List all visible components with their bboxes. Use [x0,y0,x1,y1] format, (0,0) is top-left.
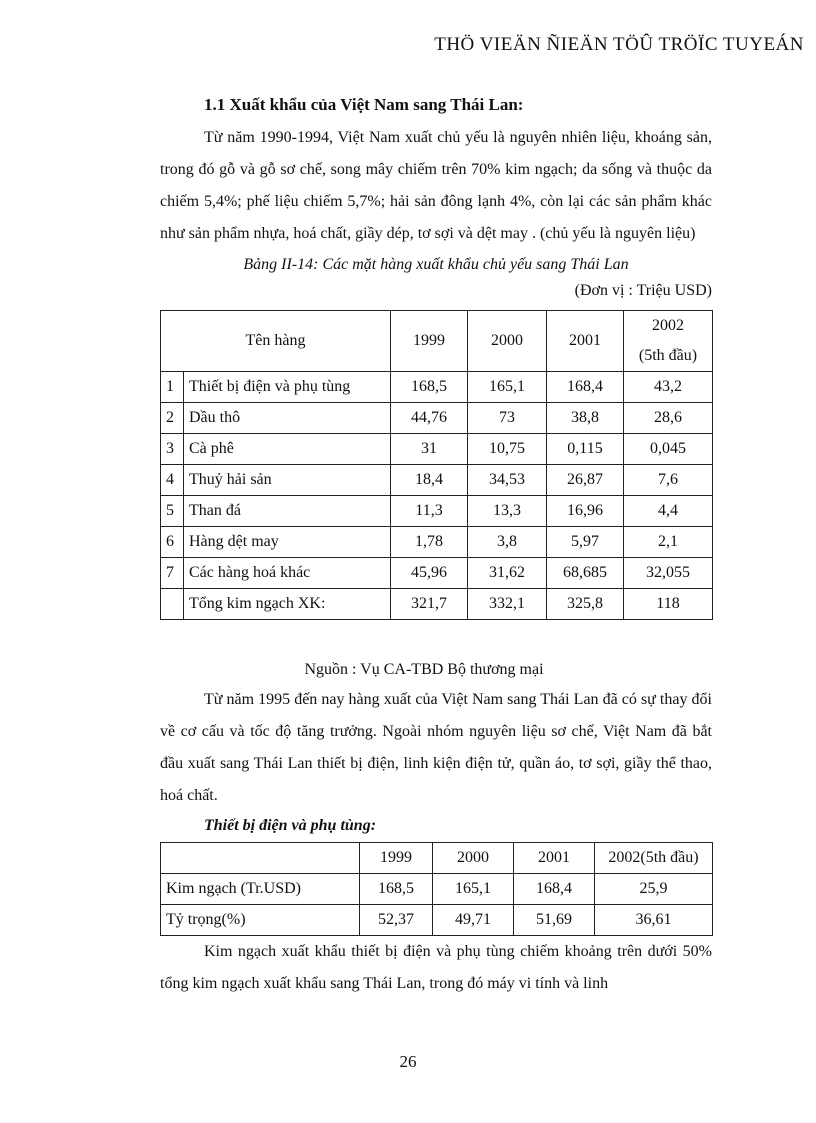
cell-2001: 38,8 [547,403,624,434]
table-row [161,496,713,527]
paragraph-2 [160,684,712,812]
col-header-name: Tên hàng [161,311,391,372]
export-items-table [160,310,713,620]
cell-1999: 11,3 [391,496,468,527]
paragraph-1 [160,122,712,250]
col-header-2000: 2000 [468,311,547,372]
table-unit: (Đơn vị : Triệu USD) [574,282,712,299]
cell-1999: 18,4 [391,465,468,496]
paragraph-1-text: Từ năm 1990-1994, Việt Nam xuất chủ yếu là nguyên nhiên liệu, khoáng sản, trong đó gỗ và gỗ sơ chế, song mây chiếm trên 70% kim ngạch; da sống và thuộc da chiếm 5,4%; phế liệu chiếm 5,7%; hải sản đông lạnh 4%, còn lại các sản phẩm khác như sản phẩm nhựa, hoá chất, giầy dép, tơ sợi và dệt may . (chủ yếu là nguyên liệu) [160,129,712,242]
cell-2002: 0,045 [624,434,713,465]
electrical-equipment-table [160,842,713,936]
paragraph-2-text: Từ năm 1995 đến nay hàng xuất của Việt Nam sang Thái Lan đã có sự thay đổi về cơ cấu và tốc độ tăng trưởng. Ngoài nhóm nguyên liệu sơ chế, Việt Nam đã bắt đầu xuất sang Thái Lan thiết bị điện, linh kiện điện tử, quần áo, tơ sợi, giầy thể thao, hoá chất. [160,691,712,804]
cell-2000: 165,1 [433,874,514,905]
cell-2002: 28,6 [624,403,713,434]
cell-2002: 2,1 [624,527,713,558]
table-row [161,905,713,936]
table-row [161,434,713,465]
cell-2000: 73 [468,403,547,434]
cell-2001: 168,4 [547,372,624,403]
table-total-row [161,589,713,620]
cell-2001: 51,69 [514,905,595,936]
row-name: Cà phê [184,434,391,465]
row-index: 5 [161,496,184,527]
cell-2001: 168,4 [514,874,595,905]
cell-2000: 13,3 [468,496,547,527]
col-header-1999: 1999 [391,311,468,372]
col-header-2002 [624,311,713,372]
cell-2000: 31,62 [468,558,547,589]
cell-2002: 118 [624,589,713,620]
paragraph-3 [160,936,712,1000]
cell-1999: 168,5 [391,372,468,403]
row-name: Tổng kim ngạch XK: [184,589,391,620]
cell-2001: 16,96 [547,496,624,527]
col-header-1999: 1999 [360,843,433,874]
cell-2001: 5,97 [547,527,624,558]
row-name: Hàng dệt may [184,527,391,558]
row-name: Dầu thô [184,403,391,434]
cell-1999: 31 [391,434,468,465]
cell-2002: 43,2 [624,372,713,403]
cell-1999: 45,96 [391,558,468,589]
cell-2002: 4,4 [624,496,713,527]
cell-2002: 36,61 [595,905,713,936]
cell-1999: 44,76 [391,403,468,434]
col-header-2002-note: (5th đầu) [638,347,698,364]
row-index: 1 [161,372,184,403]
cell-2000: 49,71 [433,905,514,936]
table-row [161,558,713,589]
cell-1999: 52,37 [360,905,433,936]
cell-1999: 168,5 [360,874,433,905]
row-label: Kim ngạch (Tr.USD) [161,874,360,905]
cell-2001: 26,87 [547,465,624,496]
cell-1999: 1,78 [391,527,468,558]
row-name: Thiết bị điện và phụ tùng [184,372,391,403]
cell-2002: 25,9 [595,874,713,905]
table-row [161,372,713,403]
table-caption: Bảng II-14: Các mặt hàng xuất khẩu chủ yếu sang Thái Lan [243,256,629,273]
table-header-row [161,311,713,372]
cell-2002: 7,6 [624,465,713,496]
row-index [161,589,184,620]
row-index: 7 [161,558,184,589]
row-index: 6 [161,527,184,558]
cell-2000: 332,1 [468,589,547,620]
cell-2000: 165,1 [468,372,547,403]
col-header-2002: 2002(5th đầu) [595,843,713,874]
row-index: 3 [161,434,184,465]
cell-2000: 34,53 [468,465,547,496]
col-header-2001: 2001 [547,311,624,372]
paragraph-3-text: Kim ngạch xuất khẩu thiết bị điện và phụ tùng chiếm khoảng trên dưới 50% tổng kim ngạch xuất khẩu sang Thái Lan, trong đó máy vi tính và linh [160,943,712,992]
table-row [161,465,713,496]
col-header-2000: 2000 [433,843,514,874]
cell-2000: 3,8 [468,527,547,558]
cell-2001: 325,8 [547,589,624,620]
row-label: Tỷ trọng(%) [161,905,360,936]
cell-1999: 321,7 [391,589,468,620]
table-row [161,527,713,558]
row-name: Than đá [184,496,391,527]
col-header-2001: 2001 [514,843,595,874]
page-number: 26 [399,1052,417,1071]
col-header-2002-year: 2002 [652,317,684,334]
cell-2001: 0,115 [547,434,624,465]
page-header: THÖ VIEÄN ÑIEÄN TÖÛ TRÖÏC TUYEÁN [434,34,804,55]
cell-2001: 68,685 [547,558,624,589]
table-source: Nguồn : Vụ CA-TBD Bộ thương mại [304,661,544,678]
table-header-row [161,843,713,874]
row-index: 2 [161,403,184,434]
cell-2002: 32,055 [624,558,713,589]
document-body [160,94,712,1000]
subsection-heading: Thiết bị điện và phụ tùng: [204,817,377,834]
table-row [161,403,713,434]
table-row [161,874,713,905]
cell-2000: 10,75 [468,434,547,465]
row-index: 4 [161,465,184,496]
row-name: Thuỷ hải sản [184,465,391,496]
section-heading: 1.1 Xuất khẩu của Việt Nam sang Thái Lan: [204,95,524,114]
col-header-blank [161,843,360,874]
row-name: Các hàng hoá khác [184,558,391,589]
